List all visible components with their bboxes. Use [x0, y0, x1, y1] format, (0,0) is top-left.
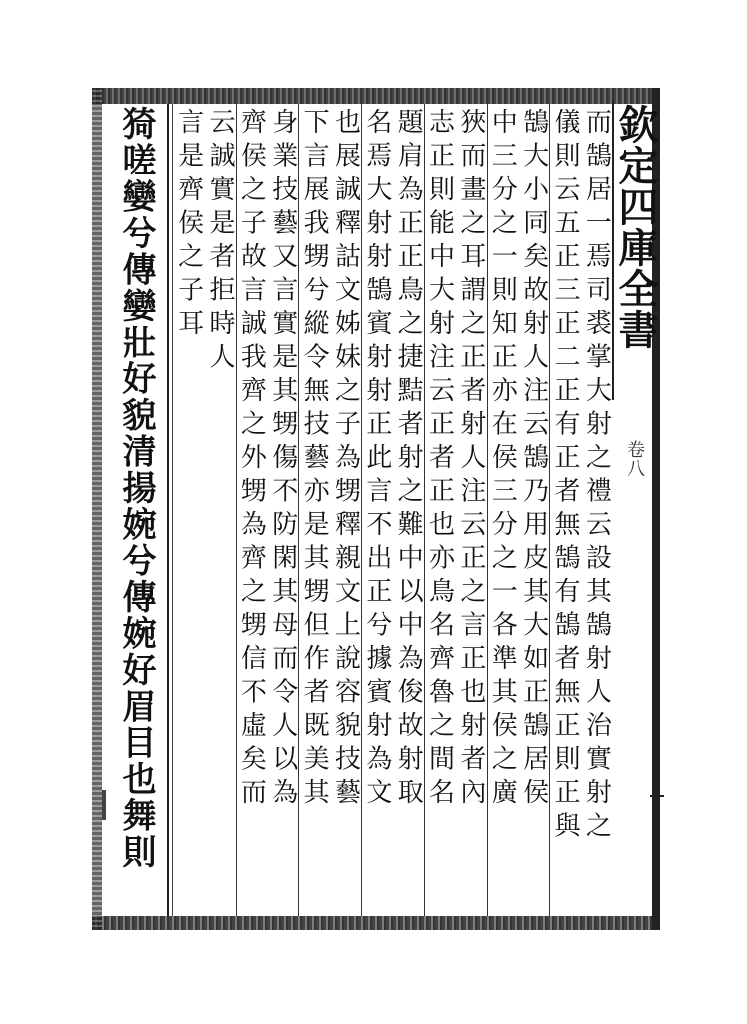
- bottom-border: [92, 916, 660, 930]
- commentary-column: 儀則云五正三正二正有正者無鵠有鵠者無正則正與: [549, 108, 580, 845]
- commentary-column: 也展誠釋詁文姊妹之子為甥釋親文上說容貌技藝: [330, 108, 361, 812]
- volume-label: 卷八: [624, 440, 645, 478]
- column-divider: [298, 104, 299, 916]
- top-border: [92, 88, 660, 104]
- column-divider: [549, 104, 550, 916]
- commentary-column: 云誠實是者拒時人: [205, 108, 236, 376]
- book-title: 欽定四庫全書: [612, 104, 659, 350]
- main-text-column: 猗嗟孌兮傳孌壯好貌清揚婉兮傳婉好眉目也舞則: [116, 106, 156, 871]
- margin-mark: [650, 795, 664, 797]
- commentary-column: 言是齊侯之子耳: [173, 108, 204, 343]
- commentary-column: 下言展我甥兮縱令無技藝亦是其甥但作者既美其: [299, 108, 330, 812]
- commentary-column: 名焉大射射鵠賓射射正此言不出正兮據賓射為文: [361, 108, 392, 812]
- column-divider: [424, 104, 425, 916]
- left-border: [92, 88, 102, 930]
- commentary-column: 中三分之一則知正亦在侯三分之一各準其侯之廣: [487, 108, 518, 812]
- column-rule: [167, 104, 169, 916]
- column-divider: [236, 104, 237, 916]
- commentary-column: 而鵠居一焉司裘掌大射之禮云設其鵠射人治實射之: [581, 108, 612, 845]
- commentary-column: 題肩為正正鳥之捷黠者射之難中以中為俊故射取: [393, 108, 424, 812]
- column-divider: [487, 104, 488, 916]
- commentary-column: 齊侯之子故言誠我齊之外甥為齊之甥信不虛矣而: [236, 108, 267, 812]
- commentary-column: 鵠大小同矣故射人注云鵠乃用皮其大如正鵠居侯: [518, 108, 549, 812]
- commentary-column: 身業技藝又言實是其甥傷不防閑其母而令人以為: [267, 108, 298, 812]
- commentary-column: 志正則能中大射注云正者正也亦鳥名齊魯之間名: [424, 108, 455, 812]
- margin-mark: [102, 790, 106, 820]
- column-divider: [361, 104, 362, 916]
- commentary-column: 狹而畫之耳謂之正者射人注云正之言正也射者內: [455, 108, 486, 812]
